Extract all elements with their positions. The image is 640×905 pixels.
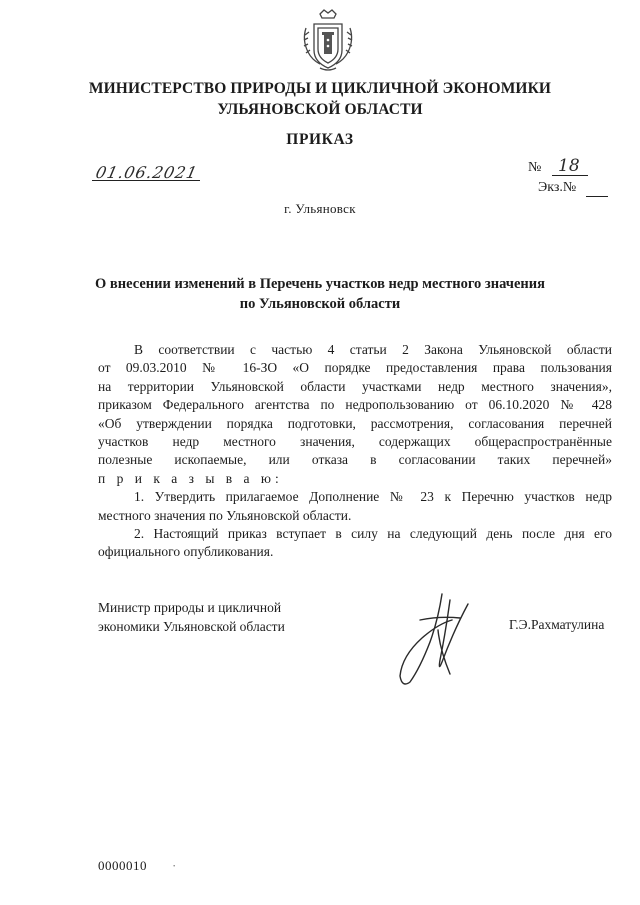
subject-line-1: О внесении изменений в Перечень участков недр местного значения (95, 276, 545, 292)
signatory-name: Г.Э.Рахматулина (509, 617, 605, 632)
item-2-line: 2. Настоящий приказ вступает в силу на следующий день после дня его (134, 526, 612, 542)
order-word: п р и к а з ы в а ю: (98, 470, 283, 486)
item-1-line: 1. Утвердить прилагаемое Дополнение № 23 к Перечню участков недр (134, 489, 612, 505)
order-body (98, 341, 612, 562)
preamble-line: приказом Федерального агентства по недропользованию от 06.10.2020 № 428 (98, 397, 612, 413)
number-field (552, 158, 588, 176)
signatory-position (98, 598, 285, 636)
footer-mark: · (172, 858, 177, 873)
position-line-2: экономики Ульяновской области (98, 619, 285, 634)
order-subject (0, 274, 640, 314)
handwritten-number: 18 (558, 156, 580, 176)
item-1-line: местного значения по Ульяновской области. (98, 507, 352, 523)
copy-number-field (586, 182, 608, 197)
preamble-line: «Об утверждении порядка подготовки, рассмотрения, согласования перечней (98, 415, 612, 431)
preamble-line: В соответствии с частью 4 статьи 2 Закона Ульяновской области (134, 342, 612, 357)
document-code: 0000010 (98, 858, 147, 873)
ministry-line-2: УЛЬЯНОВСКОЙ ОБЛАСТИ (217, 101, 423, 118)
document-type-title: ПРИКАЗ (286, 131, 354, 148)
handwritten-date: 01.06.2021 (93, 163, 200, 182)
ministry-line-1: МИНИСТЕРСТВО ПРИРОДЫ И ЦИКЛИЧНОЙ ЭКОНОМИКИ (88, 80, 552, 97)
copy-number-label: Экз.№ (538, 180, 577, 195)
position-line-1: Министр природы и цикличной (98, 600, 282, 615)
preamble-line: полезные ископаемые, или отказа в согласовании таких перечней» (98, 452, 612, 468)
preamble-line: участков недр местного значения, содержащих общераспространённые (98, 434, 612, 450)
handwritten-signature (380, 590, 490, 690)
number-label: № (528, 160, 542, 175)
coat-of-arms-emblem (300, 8, 356, 74)
subject-line-2: по Ульяновской области (239, 296, 401, 312)
preamble-line: от 09.03.2010 № 16-ЗО «О порядке предоставления права пользования (98, 360, 612, 376)
preamble-line: на территории Ульяновской области участками недр местного значения», (98, 378, 612, 394)
ministry-name (0, 78, 640, 120)
city-name: г. Ульяновск (284, 201, 356, 216)
item-2-line: официального опубликования. (98, 544, 274, 560)
date-field (92, 158, 200, 181)
